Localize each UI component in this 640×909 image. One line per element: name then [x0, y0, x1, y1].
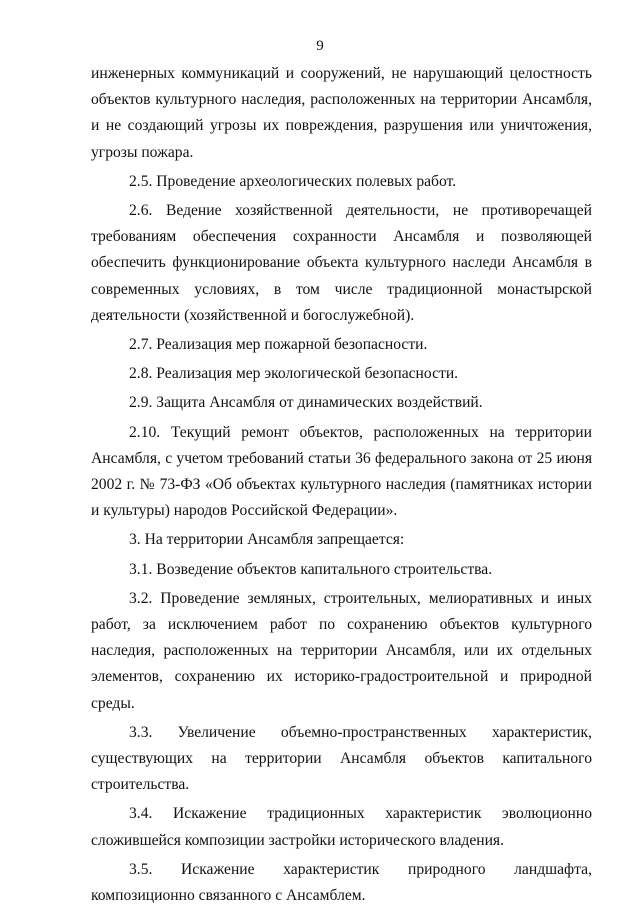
- paragraph-3: 3. На территории Ансамбля запрещается:: [129, 531, 405, 549]
- paragraph-2-10: 2.10. Текущий ремонт объектов, расположенных на территории Ансамбля, с учетом требований статьи 36 федерального закона от 25 июня 2002 г. № 73-ФЗ «Об объектах культурного наследия (памятниках истории и культуры) народов Российской Федерации».: [91, 423, 592, 520]
- paragraph-3-2: 3.2. Проведение земляных, строительных, мелиоративных и иных работ, за исключением работ по сохранению объектов культурного наследия, расположенных на территории Ансамбля, или их отдельных элементов, сохранению их историко-градостроительной и природной среды.: [91, 589, 592, 712]
- paragraph-2-9: 2.9. Защита Ансамбля от динамических воздействий.: [129, 394, 483, 412]
- paragraph-3-3: 3.3. Увеличение объемно-пространственных характеристик, существующих на территории Ансамбля объектов капитального строительства.: [91, 723, 592, 794]
- paragraph-2-5: 2.5. Проведение археологических полевых работ.: [129, 172, 457, 190]
- paragraph-3-4: 3.4. Искажение традиционных характеристик эволюционно сложившейся композиции застройки исторического владения.: [91, 805, 592, 849]
- paragraph-3-5: 3.5. Искажение характеристик природного ландшафта, композиционно связанного с Ансамблем.: [91, 860, 592, 905]
- page-number: 9: [316, 38, 324, 54]
- paragraph-continuation: инженерных коммуникаций и сооружений, не нарушающий целостность объектов культурного наследия, расположенных на территории Ансамбля, и не создающий угрозы их повреждения, разрушения или уничтожения, угрозы пожара.: [91, 65, 592, 161]
- paragraph-2-6: 2.6. Ведение хозяйственной деятельности, не противоречащей требованиям обеспечения сохранности Ансамбля и позволяющей обеспечить функционирование объекта культурного наследи Ансамбля в современных условиях, в том числе традиционной монастырской деятельности (хозяйственной и богослужебной).: [91, 202, 592, 324]
- paragraph-3-1: 3.1. Возведение объектов капитального строительства.: [129, 560, 493, 578]
- paragraph-2-8: 2.8. Реализация мер экологической безопасности.: [129, 365, 459, 383]
- paragraph-2-7: 2.7. Реализация мер пожарной безопасности.: [129, 336, 428, 354]
- document-body: [91, 61, 592, 909]
